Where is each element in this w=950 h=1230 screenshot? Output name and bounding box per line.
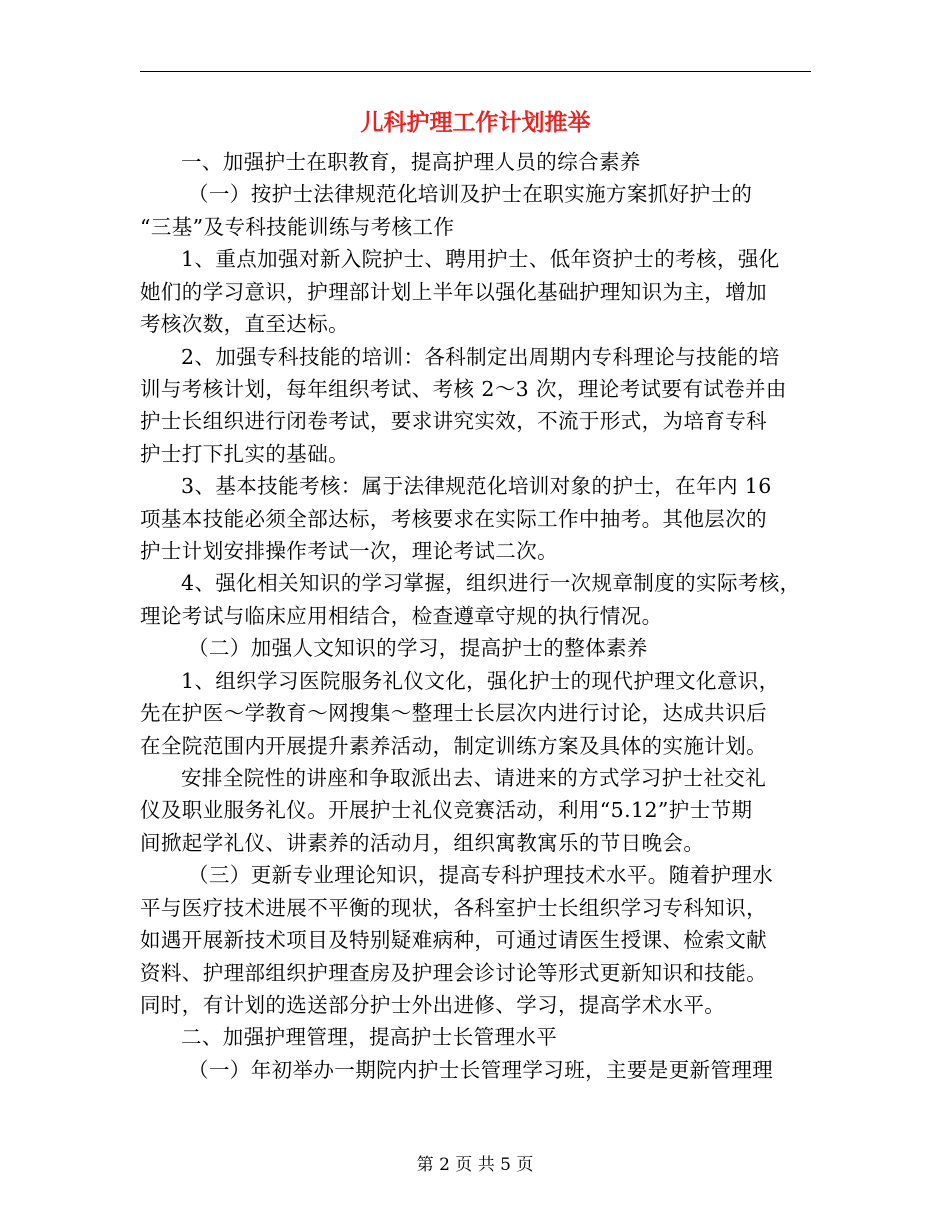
body-line: 她们的学习意识，护理部计划上半年以强化基础护理知识为主，增加 bbox=[140, 279, 767, 304]
page-number: 第 2 页 共 5 页 bbox=[416, 1155, 534, 1175]
body-line: 如遇开展新技术项目及特别疑难病种，可通过请医生授课、检索文献 bbox=[140, 928, 767, 953]
body-line: 护士计划安排操作考试一次，理论考试二次。 bbox=[140, 539, 558, 564]
header-rule bbox=[140, 71, 811, 72]
body-line: 资料、护理部组织护理查房及护理会诊讨论等形式更新知识和技能。 bbox=[140, 960, 767, 985]
body-line: （一）按护士法律规范化培训及护士在职实施方案抓好护士的 bbox=[188, 182, 753, 207]
body-line: 项基本技能必须全部达标，考核要求在实际工作中抽考。其他层次的 bbox=[140, 506, 767, 531]
body-line: （三）更新专业理论知识，提高专科护理技术水平。随着护理水 bbox=[188, 863, 774, 888]
body-line: 安排全院性的讲座和争取派出去、请进来的方式学习护士社交礼 bbox=[181, 766, 767, 791]
body-line: 理论考试与临床应用相结合，检查遵章守规的执行情况。 bbox=[140, 603, 663, 628]
body-line: 平与医疗技术进展不平衡的现状，各科室护士长组织学习专科知识， bbox=[140, 895, 767, 920]
body-line: 1、组织学习医院服务礼仪文化，强化护士的现代护理文化意识， bbox=[181, 668, 780, 693]
body-line: “三基”及专科技能训练与考核工作 bbox=[140, 214, 455, 239]
body-line: （二）加强人文知识的学习，提高护士的整体素养 bbox=[188, 636, 648, 661]
body-line: 护士打下扎实的基础。 bbox=[140, 441, 349, 466]
document-body bbox=[140, 146, 820, 1086]
document-title: 儿科护理工作计划推举 bbox=[360, 109, 591, 136]
body-line: 训与考核计划，每年组织考试、考核 2～3 次，理论考试要有试卷并由 bbox=[140, 376, 787, 401]
body-line: 护士长组织进行闭卷考试，要求讲究实效，不流于形式，为培育专科 bbox=[140, 409, 767, 434]
body-line: 仪及职业服务礼仪。开展护士礼仪竞赛活动，利用“5.12”护士节期 bbox=[140, 798, 753, 823]
body-line: （一）年初举办一期院内护士长管理学习班，主要是更新管理理 bbox=[188, 1057, 774, 1082]
body-line: 一、加强护士在职教育，提高护理人员的综合素养 bbox=[181, 150, 641, 174]
body-line: 在全院范围内开展提升素养活动，制定训练方案及具体的实施计划。 bbox=[140, 733, 767, 758]
body-line: 2、加强专科技能的培训：各科制定出周期内专科理论与技能的培 bbox=[181, 344, 780, 369]
body-line: 4、强化相关知识的学习掌握，组织进行一次规章制度的实际考核， bbox=[181, 571, 801, 596]
body-line: 先在护医～学教育～网搜集～整理士长层次内进行讨论，达成共识后 bbox=[140, 701, 767, 726]
body-line: 3、基本技能考核：属于法律规范化培训对象的护士，在年内 16 bbox=[181, 474, 772, 499]
body-line: 间掀起学礼仪、讲素养的活动月，组织寓教寓乐的节日晚会。 bbox=[140, 830, 705, 855]
body-line: 二、加强护理管理，提高护士长管理水平 bbox=[181, 1025, 558, 1050]
body-line: 1、重点加强对新入院护士、聘用护士、低年资护士的考核，强化 bbox=[181, 247, 780, 272]
body-line: 考核次数，直至达标。 bbox=[140, 312, 349, 337]
body-line: 同时，有计划的选送部分护士外出进修、学习，提高学术水平。 bbox=[140, 992, 726, 1017]
